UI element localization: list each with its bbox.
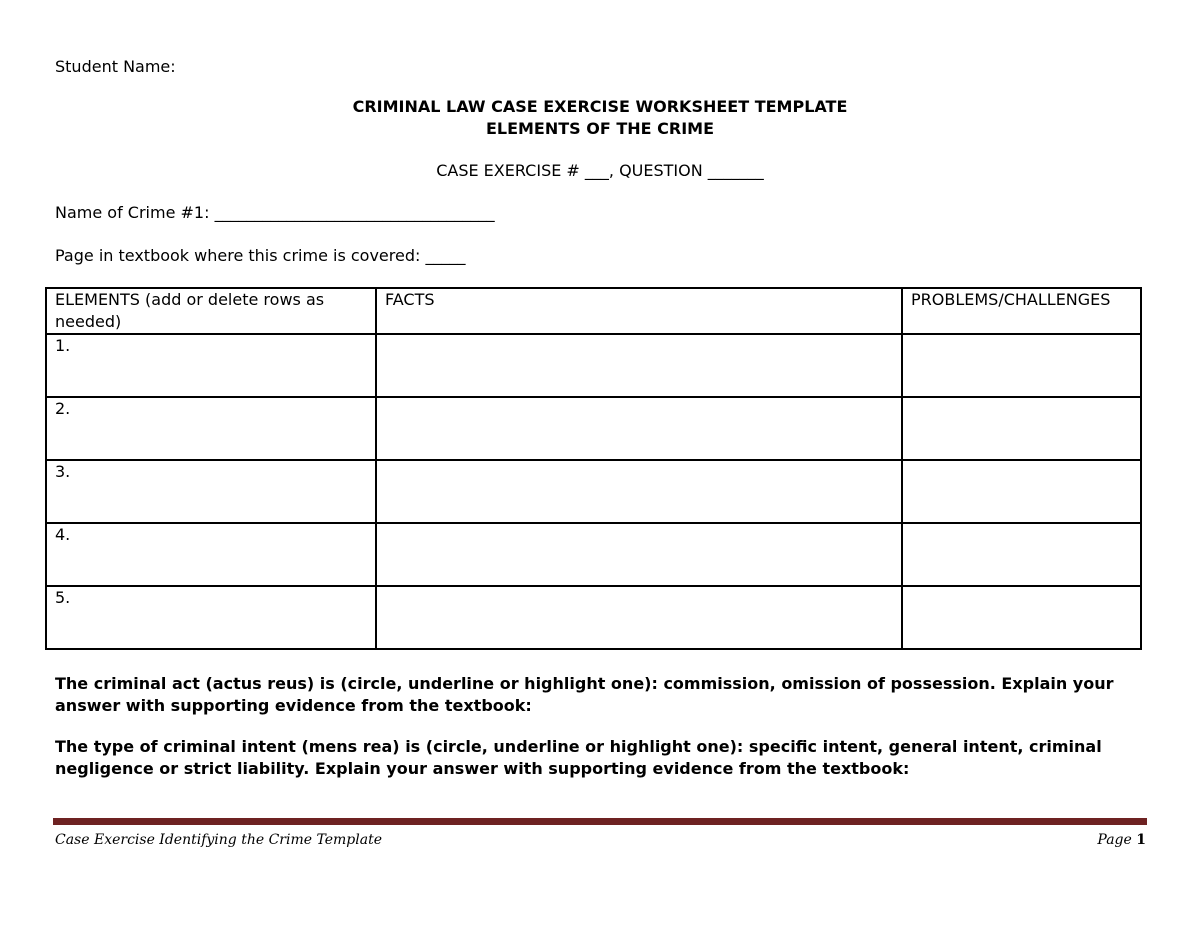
table-row [46, 460, 1141, 523]
element-cell[interactable]: 3. [46, 460, 376, 523]
problems-cell[interactable] [902, 586, 1141, 649]
header-elements: ELEMENTS (add or delete rows as needed) [46, 288, 376, 334]
table-row [46, 334, 1141, 397]
worksheet-title: CRIMINAL LAW CASE EXERCISE WORKSHEET TEMPLATE [352, 97, 848, 116]
page-label: Page [1097, 832, 1132, 848]
facts-cell[interactable] [376, 334, 902, 397]
element-cell[interactable]: 1. [46, 334, 376, 397]
table-header-row [46, 288, 1141, 334]
facts-cell[interactable] [376, 586, 902, 649]
facts-cell[interactable] [376, 397, 902, 460]
facts-cell[interactable] [376, 460, 902, 523]
crime-name-field: Name of Crime #1: ___________________________________ [55, 203, 495, 222]
table-row [46, 397, 1141, 460]
table-row [46, 586, 1141, 649]
criminal-intent-paragraph: The type of criminal intent (mens rea) is (circle, underline or highlight one): specific intent, general intent, criminal negligence or strict liability. Explain your answer with supporting evidence from the textbook: [55, 737, 1102, 778]
element-cell[interactable]: 4. [46, 523, 376, 586]
footer-divider [53, 818, 1147, 825]
table-row [46, 523, 1141, 586]
problems-cell[interactable] [902, 523, 1141, 586]
problems-cell[interactable] [902, 334, 1141, 397]
student-name-label: Student Name: [55, 57, 176, 76]
header-facts: FACTS [376, 288, 902, 334]
header-problems: PROBLEMS/CHALLENGES [902, 288, 1141, 334]
page-number: 1 [1136, 832, 1146, 848]
element-cell[interactable]: 5. [46, 586, 376, 649]
element-cell[interactable]: 2. [46, 397, 376, 460]
case-exercise-line: CASE EXERCISE # ___, QUESTION _______ [436, 161, 764, 180]
textbook-page-field: Page in textbook where this crime is covered: _____ [55, 246, 466, 265]
footer-document-title: Case Exercise Identifying the Crime Template [55, 832, 382, 848]
problems-cell[interactable] [902, 397, 1141, 460]
elements-table [45, 287, 1142, 650]
criminal-act-paragraph: The criminal act (actus reus) is (circle, underline or highlight one): commission, omission of possession. Explain your answer with supporting evidence from the textbook: [55, 674, 1114, 715]
footer-page-indicator [1097, 832, 1146, 848]
facts-cell[interactable] [376, 523, 902, 586]
problems-cell[interactable] [902, 460, 1141, 523]
worksheet-subtitle: ELEMENTS OF THE CRIME [485, 119, 715, 138]
